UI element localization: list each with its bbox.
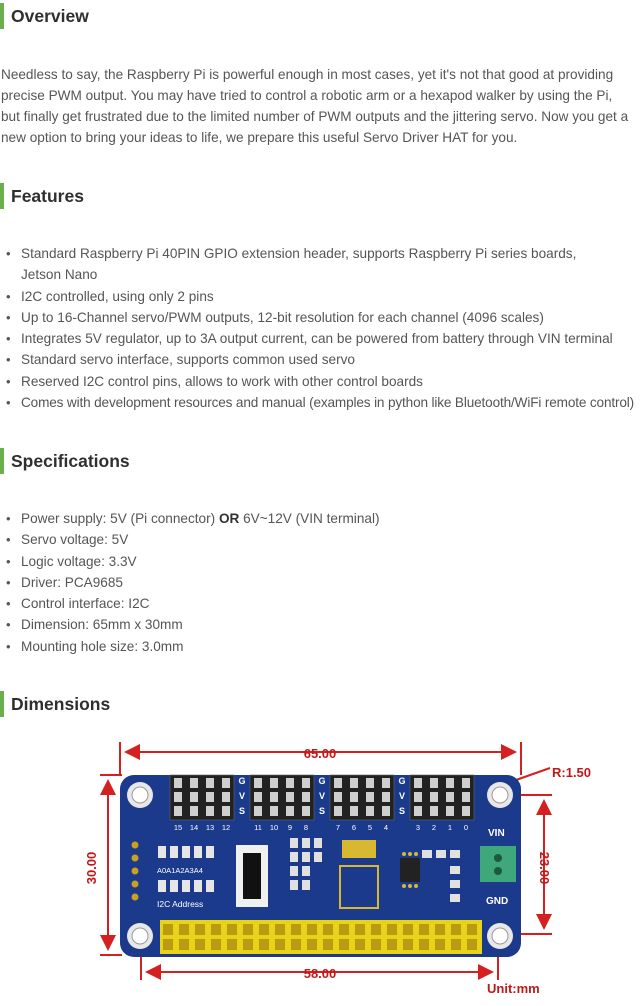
gpio-pin xyxy=(195,939,205,950)
channel-number: 2 xyxy=(431,823,437,832)
gpio-pin xyxy=(211,939,221,950)
channel-number: 1 xyxy=(447,823,453,832)
spec-item: • Mounting hole size: 3.0mm xyxy=(0,636,640,657)
servo-pin xyxy=(206,792,214,802)
spec-item: • Dimension: 65mm x 30mm xyxy=(0,614,640,635)
gpio-pin xyxy=(355,924,365,935)
gvs-label: V xyxy=(398,791,406,801)
gvs-label: S xyxy=(398,806,406,816)
gpio-pin xyxy=(179,924,189,935)
servo-pin xyxy=(286,778,294,788)
channel-number: 10 xyxy=(269,823,279,832)
servo-pin xyxy=(462,806,470,816)
servo-pin xyxy=(414,792,422,802)
address-pins-label: A0A1A2A3A4 xyxy=(157,866,203,875)
servo-pin xyxy=(462,792,470,802)
gpio-pin xyxy=(387,924,397,935)
gpio-pin xyxy=(275,924,285,935)
i2c-address-label: I2C Address xyxy=(157,899,204,909)
spec-item: • Servo voltage: 5V xyxy=(0,529,640,550)
gpio-pin xyxy=(243,939,253,950)
gpio-pin xyxy=(371,924,381,935)
channel-number: 4 xyxy=(383,823,389,832)
servo-pin xyxy=(446,806,454,816)
gpio-pin xyxy=(355,939,365,950)
servo-pin xyxy=(446,792,454,802)
spec-power-suffix: 6V~12V (VIN terminal) xyxy=(239,511,380,526)
gpio-pin xyxy=(243,924,253,935)
servo-pin xyxy=(222,806,230,816)
channel-number: 14 xyxy=(189,823,199,832)
features-list-item: • Comes with development resources and manual (examples in python like Bluetooth/WiFi remote control) xyxy=(0,392,640,413)
dimensions-heading: Dimensions xyxy=(0,691,110,717)
gnd-label: GND xyxy=(486,896,509,907)
servo-pin xyxy=(254,806,262,816)
gpio-pin xyxy=(307,939,317,950)
servo-pin xyxy=(366,778,374,788)
specifications-list xyxy=(0,508,640,657)
servo-pin xyxy=(222,778,230,788)
gpio-pin xyxy=(467,924,477,935)
gpio-pin xyxy=(403,924,413,935)
channel-number: 13 xyxy=(205,823,215,832)
features-list-item: • Reserved I2C control pins, allows to work with other control boards xyxy=(0,371,640,392)
channel-number: 3 xyxy=(415,823,421,832)
servo-pin xyxy=(430,778,438,788)
channel-number: 9 xyxy=(287,823,293,832)
servo-pin xyxy=(254,778,262,788)
gpio-pin xyxy=(419,939,429,950)
servo-pin xyxy=(350,778,358,788)
servo-pin xyxy=(270,778,278,788)
gpio-pin xyxy=(275,939,285,950)
servo-pin xyxy=(430,806,438,816)
features-list xyxy=(0,243,640,413)
gpio-pin xyxy=(387,939,397,950)
gpio-pin xyxy=(259,924,269,935)
spec-item: • Logic voltage: 3.3V xyxy=(0,551,640,572)
channel-number: 15 xyxy=(173,823,183,832)
servo-pin xyxy=(270,806,278,816)
channel-number: 6 xyxy=(351,823,357,832)
overview-paragraph: Needless to say, the Raspberry Pi is powerful enough in most cases, yet it's not that good at providing precise PWM output. You may have tried to control a robotic arm or a hexapod walker by using the Pi, but finally get frustrated due to the limited number of PWM outputs and the jittering servo. Now you get a new option to bring your ideas to life, we prepare this useful Servo Driver HAT for you. xyxy=(1,67,629,145)
servo-pin xyxy=(302,806,310,816)
servo-pin xyxy=(350,806,358,816)
pca9685-chip xyxy=(236,845,268,907)
channel-number: 7 xyxy=(335,823,341,832)
width-dimension-label: 65.00 xyxy=(303,746,337,761)
height-dimension-line xyxy=(100,775,122,955)
gpio-pin xyxy=(227,939,237,950)
gpio-pin xyxy=(339,939,349,950)
spec-item-power-supply xyxy=(0,508,640,529)
gpio-pin xyxy=(451,939,461,950)
spec-item: • Control interface: I2C xyxy=(0,593,640,614)
servo-pin xyxy=(334,778,342,788)
gpio-pin xyxy=(371,939,381,950)
gpio-pin xyxy=(435,924,445,935)
gvs-label: S xyxy=(238,806,246,816)
gpio-pin xyxy=(291,939,301,950)
channel-number: 5 xyxy=(367,823,373,832)
gpio-pin xyxy=(227,924,237,935)
gpio-pin xyxy=(163,924,173,935)
servo-pin xyxy=(286,806,294,816)
gvs-label: S xyxy=(318,806,326,816)
vin-terminal xyxy=(480,846,516,882)
servo-pin xyxy=(414,806,422,816)
gpio-pin xyxy=(307,924,317,935)
gpio-pin xyxy=(451,924,461,935)
gpio-pin xyxy=(291,924,301,935)
servo-pin xyxy=(270,792,278,802)
bottom-dimension-label: 58.00 xyxy=(303,966,337,981)
channel-number: 11 xyxy=(254,823,262,832)
gpio-pin xyxy=(467,939,477,950)
servo-pin xyxy=(174,806,182,816)
gpio-pin xyxy=(211,924,221,935)
gpio-pin xyxy=(403,939,413,950)
servo-pin xyxy=(222,792,230,802)
servo-pin xyxy=(190,778,198,788)
servo-pin xyxy=(302,792,310,802)
radius-label: R:1.50 xyxy=(552,765,592,780)
servo-pin xyxy=(206,806,214,816)
servo-pin xyxy=(190,792,198,802)
features-list-item: • Integrates 5V regulator, up to 3A output current, can be powered from battery through VIN terminal xyxy=(0,328,640,349)
dimensions-drawing xyxy=(80,737,640,1006)
servo-pin xyxy=(286,792,294,802)
overview-heading: Overview xyxy=(0,3,89,29)
servo-pin xyxy=(206,778,214,788)
gpio-pin xyxy=(179,939,189,950)
gvs-label: V xyxy=(318,791,326,801)
unit-label: Unit:mm xyxy=(487,981,540,996)
gpio-header xyxy=(160,920,482,954)
gvs-label: V xyxy=(238,791,246,801)
gpio-pin xyxy=(323,924,333,935)
servo-pin xyxy=(174,778,182,788)
features-list-item: • I2C controlled, using only 2 pins xyxy=(0,286,640,307)
servo-pin xyxy=(334,806,342,816)
gpio-pin xyxy=(323,939,333,950)
gpio-pin xyxy=(163,939,173,950)
features-list-item: • Standard servo interface, supports common used servo xyxy=(0,349,640,370)
gpio-pin xyxy=(259,939,269,950)
servo-pin xyxy=(366,792,374,802)
servo-pin xyxy=(334,792,342,802)
servo-pin xyxy=(302,778,310,788)
servo-pin xyxy=(446,778,454,788)
channel-number: 12 xyxy=(221,823,231,832)
spec-item: • Driver: PCA9685 xyxy=(0,572,640,593)
servo-pin xyxy=(174,792,182,802)
features-list-item: • Up to 16-Channel servo/PWM outputs, 12-bit resolution for each channel (4096 scales) xyxy=(0,307,640,328)
servo-pin xyxy=(462,778,470,788)
servo-pin xyxy=(382,792,390,802)
servo-pin xyxy=(190,806,198,816)
features-list-item: • Standard Raspberry Pi 40PIN GPIO extension header, supports Raspberry Pi series boards, Jetson Nano xyxy=(0,243,640,286)
gpio-pin xyxy=(419,924,429,935)
servo-pin xyxy=(366,806,374,816)
vin-label: VIN xyxy=(488,828,505,839)
channel-number: 8 xyxy=(303,823,309,832)
servo-pin xyxy=(382,806,390,816)
servo-pin xyxy=(430,792,438,802)
gvs-label: G xyxy=(318,776,326,786)
servo-pin xyxy=(350,792,358,802)
gpio-pin xyxy=(195,924,205,935)
channel-number: 0 xyxy=(463,823,469,832)
gvs-label: G xyxy=(238,776,246,786)
gpio-pin xyxy=(435,939,445,950)
gvs-label: G xyxy=(398,776,406,786)
spec-power-prefix: Power supply: 5V (Pi connector) xyxy=(21,511,219,526)
specifications-heading: Specifications xyxy=(0,448,130,474)
servo-pin xyxy=(382,778,390,788)
height-dimension-label: 30.00 xyxy=(84,851,99,885)
servo-pin xyxy=(414,778,422,788)
features-heading: Features xyxy=(0,183,84,209)
servo-pin xyxy=(254,792,262,802)
spec-power-or: OR xyxy=(218,511,240,526)
gpio-pin xyxy=(339,924,349,935)
right-height-dimension-label: 23.00 xyxy=(537,851,552,885)
